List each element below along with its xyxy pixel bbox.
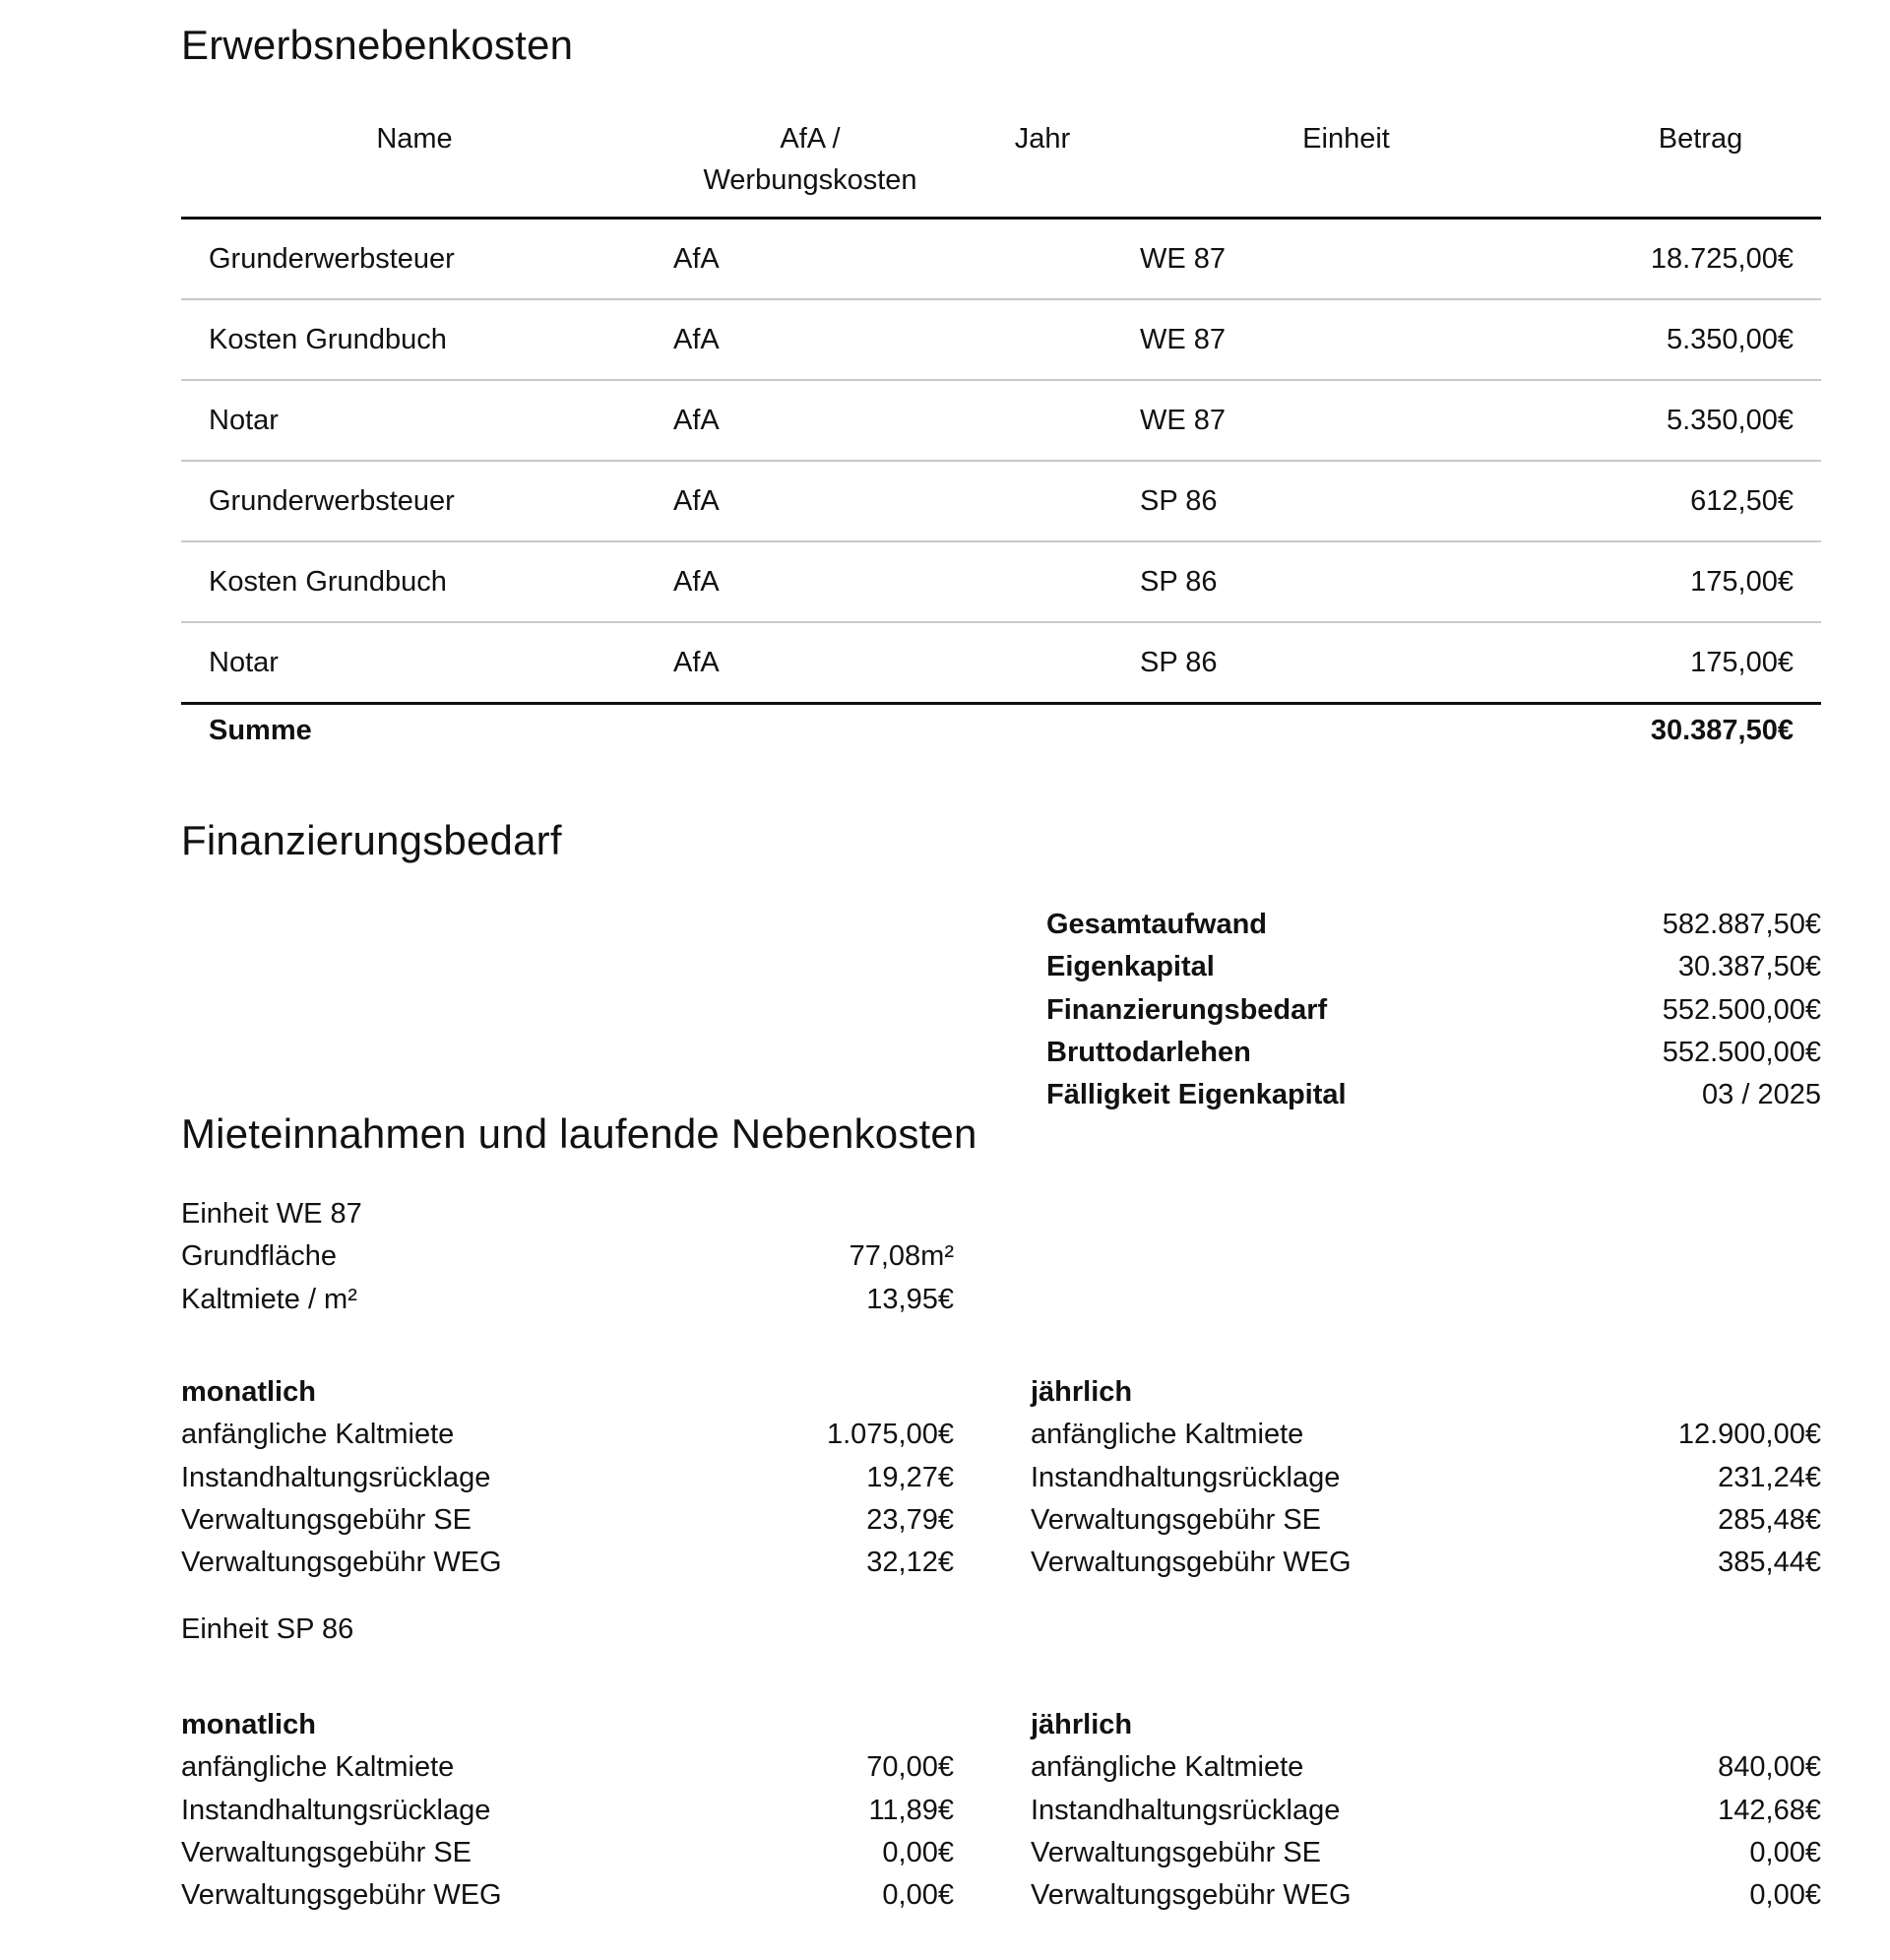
unit-title: [181, 1193, 954, 1235]
finanzierung-value: 552.500,00€: [1662, 993, 1821, 1026]
cell-unit: WE 87: [1112, 380, 1580, 461]
cell-year: [973, 622, 1112, 704]
list-item: [1031, 1414, 1821, 1456]
finanzierung-label: Eigenkapital: [1046, 951, 1215, 983]
table-row: [181, 622, 1821, 704]
list-item: [1031, 1832, 1821, 1874]
item-label: Instandhaltungsrücklage: [181, 1461, 491, 1493]
detail-value: 77,08m²: [849, 1240, 954, 1273]
cell-name: Notar: [181, 380, 648, 461]
table-header-row: [181, 110, 1821, 219]
column-header-amount: Betrag: [1580, 110, 1821, 219]
unit1-monthly: [181, 1371, 954, 1584]
list-item: [181, 1746, 954, 1789]
item-value: 19,27€: [866, 1461, 954, 1493]
finanzierung-label: Finanzierungsbedarf: [1046, 993, 1328, 1026]
detail-label: Kaltmiete / m²: [181, 1283, 357, 1315]
table-row: [181, 541, 1821, 622]
unit2-monthly: [181, 1704, 954, 1917]
item-label: Verwaltungsgebühr SE: [1031, 1836, 1322, 1868]
item-label: Verwaltungsgebühr WEG: [1031, 1879, 1352, 1912]
item-value: 142,68€: [1718, 1794, 1821, 1826]
finanzierung-value: 582.887,50€: [1662, 909, 1821, 940]
detail-value: 13,95€: [866, 1283, 954, 1315]
item-value: 32,12€: [866, 1547, 954, 1579]
list-item: [1031, 1746, 1821, 1789]
unit-title-text: Einheit WE 87: [181, 1198, 362, 1230]
cell-name: Grunderwerbsteuer: [181, 461, 648, 541]
cell-type: AfA: [648, 541, 973, 622]
item-value: 70,00€: [866, 1751, 954, 1784]
item-label: Verwaltungsgebühr WEG: [181, 1547, 502, 1579]
item-value: 231,24€: [1718, 1461, 1821, 1493]
cell-unit: SP 86: [1112, 622, 1580, 704]
item-value: 0,00€: [1749, 1836, 1821, 1868]
list-item: [1031, 1542, 1821, 1584]
detail-row: [181, 1235, 954, 1278]
list-item: [181, 1790, 954, 1832]
item-value: 0,00€: [882, 1836, 954, 1868]
cell-year: [973, 299, 1112, 380]
list-item: [181, 1832, 954, 1874]
finanzierung-value: 552.500,00€: [1662, 1036, 1821, 1068]
finanzierung-row: [1046, 989, 1821, 1032]
item-label: Verwaltungsgebühr WEG: [181, 1879, 502, 1912]
cell-type: AfA: [648, 380, 973, 461]
list-item: [181, 1499, 954, 1542]
item-label: Instandhaltungsrücklage: [1031, 1461, 1341, 1493]
cell-type: AfA: [648, 622, 973, 704]
monthly-heading: monatlich: [181, 1376, 316, 1408]
table-row: [181, 380, 1821, 461]
item-value: 0,00€: [882, 1879, 954, 1912]
cell-unit: SP 86: [1112, 541, 1580, 622]
cell-amount: 5.350,00€: [1580, 299, 1821, 380]
item-value: 385,44€: [1718, 1547, 1821, 1579]
item-label: anfängliche Kaltmiete: [1031, 1751, 1304, 1784]
list-item: [181, 1457, 954, 1499]
unit2-title: Einheit SP 86: [181, 1613, 354, 1645]
list-item: [1031, 1457, 1821, 1499]
column-header-year: Jahr: [973, 110, 1112, 219]
cell-year: [973, 380, 1112, 461]
item-value: 285,48€: [1718, 1503, 1821, 1536]
unit2-yearly: [1031, 1704, 1821, 1917]
item-value: 1.075,00€: [826, 1419, 954, 1451]
item-value: 840,00€: [1718, 1751, 1821, 1784]
column-header-name: Name: [181, 110, 648, 219]
cell-amount: 18.725,00€: [1580, 219, 1821, 300]
item-value: 11,89€: [868, 1794, 954, 1826]
item-value: 0,00€: [1749, 1879, 1821, 1912]
item-label: Instandhaltungsrücklage: [181, 1794, 491, 1826]
table-row: [181, 299, 1821, 380]
cell-unit: SP 86: [1112, 461, 1580, 541]
unit1-details: [181, 1193, 954, 1321]
detail-row: [181, 1279, 954, 1321]
finanzierungsbedarf-title: Finanzierungsbedarf: [181, 817, 562, 863]
cell-name: Grunderwerbsteuer: [181, 219, 648, 300]
cell-amount: 175,00€: [1580, 622, 1821, 704]
item-label: Verwaltungsgebühr SE: [181, 1836, 472, 1868]
item-label: Verwaltungsgebühr SE: [181, 1503, 472, 1536]
column-header-unit: Einheit: [1112, 110, 1580, 219]
column-header-type: AfA / Werbungskosten: [648, 110, 973, 219]
item-label: Verwaltungsgebühr WEG: [1031, 1547, 1352, 1579]
erwerbsnebenkosten-title: Erwerbsnebenkosten: [181, 22, 574, 68]
finanzierung-value: 03 / 2025: [1702, 1079, 1821, 1111]
cell-year: [973, 219, 1112, 300]
cell-unit: WE 87: [1112, 219, 1580, 300]
cell-type: AfA: [648, 219, 973, 300]
cell-name: Kosten Grundbuch: [181, 299, 648, 380]
finanzierung-row: [1046, 946, 1821, 988]
detail-label: Grundfläche: [181, 1240, 337, 1273]
list-item: [181, 1874, 954, 1917]
monthly-heading: monatlich: [181, 1709, 316, 1740]
finanzierung-label: Gesamtaufwand: [1046, 909, 1267, 940]
yearly-heading: jährlich: [1031, 1709, 1133, 1740]
list-item: [181, 1414, 954, 1456]
item-label: anfängliche Kaltmiete: [181, 1419, 455, 1451]
erwerbsnebenkosten-table: [181, 110, 1821, 705]
item-value: 12.900,00€: [1677, 1419, 1821, 1451]
item-label: Verwaltungsgebühr SE: [1031, 1503, 1322, 1536]
cell-type: AfA: [648, 299, 973, 380]
finanzierung-row: [1046, 1074, 1821, 1116]
list-item: [1031, 1874, 1821, 1917]
list-item: [1031, 1499, 1821, 1542]
finanzierung-label: Bruttodarlehen: [1046, 1036, 1251, 1068]
item-label: anfängliche Kaltmiete: [181, 1751, 455, 1784]
item-label: Instandhaltungsrücklage: [1031, 1794, 1341, 1826]
list-item: [1031, 1790, 1821, 1832]
finanzierung-row: [1046, 1032, 1821, 1074]
yearly-heading: jährlich: [1031, 1376, 1133, 1408]
finanzierung-label: Fälligkeit Eigenkapital: [1046, 1079, 1347, 1111]
cell-unit: WE 87: [1112, 299, 1580, 380]
item-label: anfängliche Kaltmiete: [1031, 1419, 1304, 1451]
sum-row: [181, 715, 1821, 754]
cell-amount: 175,00€: [1580, 541, 1821, 622]
cell-year: [973, 461, 1112, 541]
table-row: [181, 461, 1821, 541]
unit1-yearly: [1031, 1371, 1821, 1584]
item-value: 23,79€: [866, 1503, 954, 1536]
finanzierung-list: [1046, 904, 1821, 1116]
sum-label: Summe: [209, 715, 312, 746]
table-row: [181, 219, 1821, 300]
cell-type: AfA: [648, 461, 973, 541]
finanzierung-row: [1046, 904, 1821, 946]
list-item: [181, 1542, 954, 1584]
cell-amount: 612,50€: [1580, 461, 1821, 541]
mieteinnahmen-title: Mieteinnahmen und laufende Nebenkosten: [181, 1110, 977, 1157]
cell-year: [973, 541, 1112, 622]
cell-name: Notar: [181, 622, 648, 704]
sum-value: 30.387,50€: [1650, 715, 1794, 746]
finanzierung-value: 30.387,50€: [1677, 951, 1821, 983]
cell-amount: 5.350,00€: [1580, 380, 1821, 461]
cell-name: Kosten Grundbuch: [181, 541, 648, 622]
